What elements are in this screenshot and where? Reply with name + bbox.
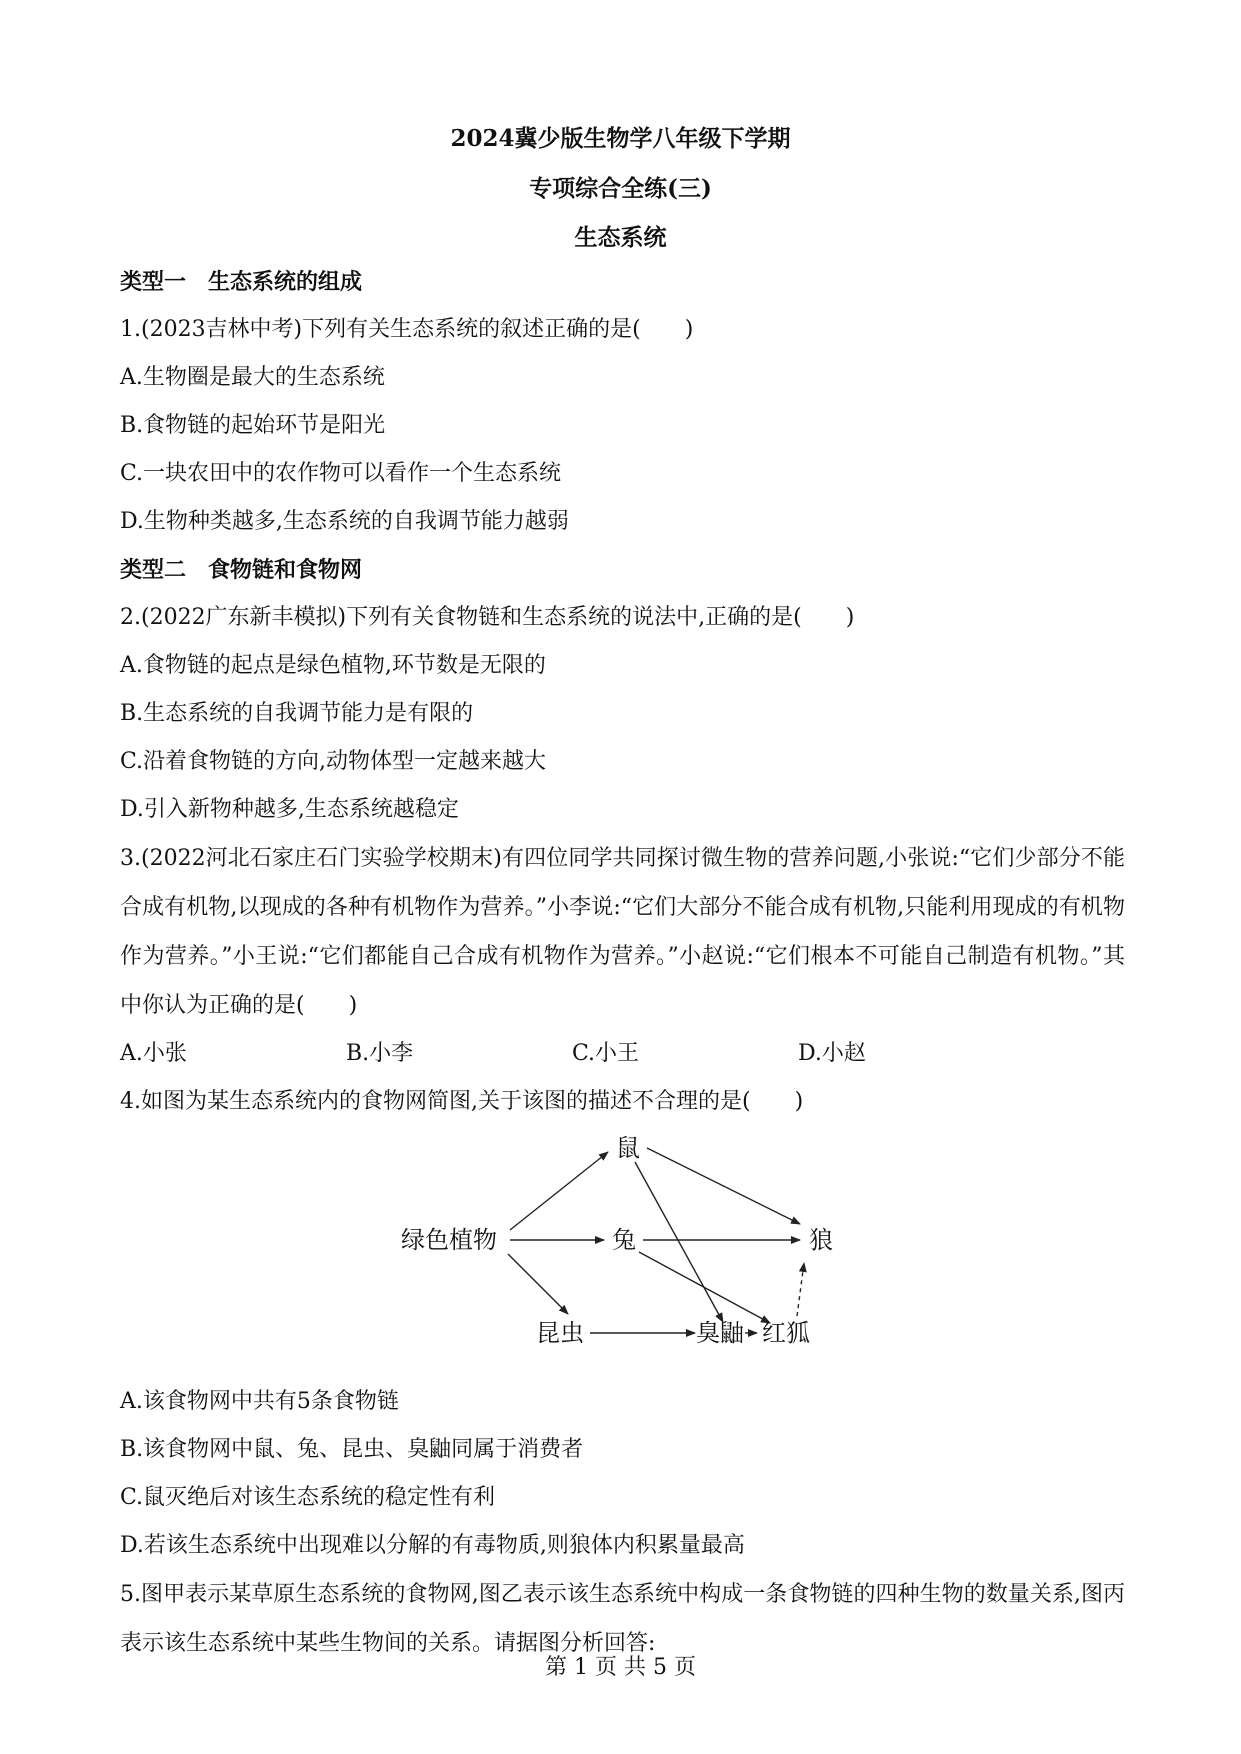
arrow-mouse-skunk bbox=[635, 1162, 723, 1322]
document-subtitle: 专项综合全练(三) bbox=[529, 175, 712, 202]
arrow-plant-insect bbox=[508, 1254, 568, 1314]
q3-option-c: C.小王 bbox=[572, 1041, 640, 1066]
q1-option-a: A.生物圈是最大的生态系统 bbox=[120, 365, 385, 390]
q2-stem: 2.(2022广东新丰模拟)下列有关食物链和生态系统的说法中,正确的是( ) bbox=[120, 605, 855, 630]
q5-stem: 5.图甲表示某草原生态系统的食物网,图乙表示该生态系统中构成一条食物链的四种生物的数量关系,图丙表示该生态系统中某些生物间的关系。请据图分析回答: bbox=[120, 1582, 1125, 1656]
arrow-rabbit-fox bbox=[639, 1252, 770, 1323]
q4-option-a: A.该食物网中共有5条食物链 bbox=[120, 1389, 399, 1414]
food-web-svg bbox=[120, 1126, 1125, 1378]
q4-stem: 4.如图为某生态系统内的食物网简图,关于该图的描述不合理的是( ) bbox=[120, 1089, 804, 1114]
document-topic: 生态系统 bbox=[574, 224, 667, 251]
node-skunk: 臭鼬 bbox=[696, 1319, 744, 1347]
node-rabbit: 兔 bbox=[612, 1226, 636, 1254]
q3-options bbox=[120, 1030, 1125, 1078]
q1-option-c: C.一块农田中的农作物可以看作一个生态系统 bbox=[120, 461, 562, 486]
node-insect: 昆虫 bbox=[536, 1319, 584, 1347]
q4-option-b: B.该食物网中鼠、兔、昆虫、臭鼬同属于消费者 bbox=[120, 1437, 584, 1462]
arrow-plant-mouse bbox=[510, 1152, 608, 1230]
q2-option-a: A.食物链的起点是绿色植物,环节数是无限的 bbox=[120, 653, 546, 678]
document-title: 2024冀少版生物学八年级下学期 bbox=[450, 125, 791, 152]
q2-option-b: B.生态系统的自我调节能力是有限的 bbox=[120, 701, 474, 726]
q4-option-d: D.若该生态系统中出现难以分解的有毒物质,则狼体内积累量最高 bbox=[120, 1533, 745, 1558]
node-green-plant: 绿色植物 bbox=[401, 1226, 497, 1254]
q2-option-d: D.引入新物种越多,生态系统越稳定 bbox=[120, 797, 459, 822]
q2-option-c: C.沿着食物链的方向,动物体型一定越来越大 bbox=[120, 749, 547, 774]
question-content bbox=[120, 258, 1125, 1668]
q1-stem: 1.(2023吉林中考)下列有关生态系统的叙述正确的是( ) bbox=[120, 317, 694, 342]
q3-option-b: B.小李 bbox=[346, 1041, 414, 1066]
section-heading-2: 类型二 食物链和食物网 bbox=[120, 557, 363, 583]
node-mouse: 鼠 bbox=[616, 1134, 640, 1162]
node-wolf: 狼 bbox=[809, 1226, 833, 1254]
q3-option-a: A.小张 bbox=[120, 1041, 187, 1066]
q1-option-d: D.生物种类越多,生态系统的自我调节能力越弱 bbox=[120, 509, 569, 534]
q3-option-d: D.小赵 bbox=[798, 1041, 866, 1066]
arrow-mouse-wolf bbox=[647, 1148, 800, 1224]
page-footer: 第 1 页 共 5 页 bbox=[545, 1655, 696, 1680]
q4-option-c: C.鼠灭绝后对该生态系统的稳定性有利 bbox=[120, 1485, 496, 1510]
section-heading-1: 类型一 生态系统的组成 bbox=[120, 269, 363, 295]
q3-stem: 3.(2022河北石家庄石门实验学校期末)有四位同学共同探讨微生物的营养问题,小张说:“它们少部分不能合成有机物,以现成的各种有机物作为营养。”小李说:“它们大部分不能合成有机物,只能利用现成的有机物作为营养。”小王说:“它们都能自己合成有机物作为营养。”小赵说:“它们根本不可能自己制造有机物。”其中你认为正确的是( ) bbox=[120, 846, 1125, 1018]
node-red-fox: 红狐 bbox=[762, 1319, 810, 1347]
food-web-diagram bbox=[120, 1126, 1125, 1378]
q1-option-b: B.食物链的起始环节是阳光 bbox=[120, 413, 386, 438]
arrow-fox-wolf bbox=[797, 1263, 804, 1316]
